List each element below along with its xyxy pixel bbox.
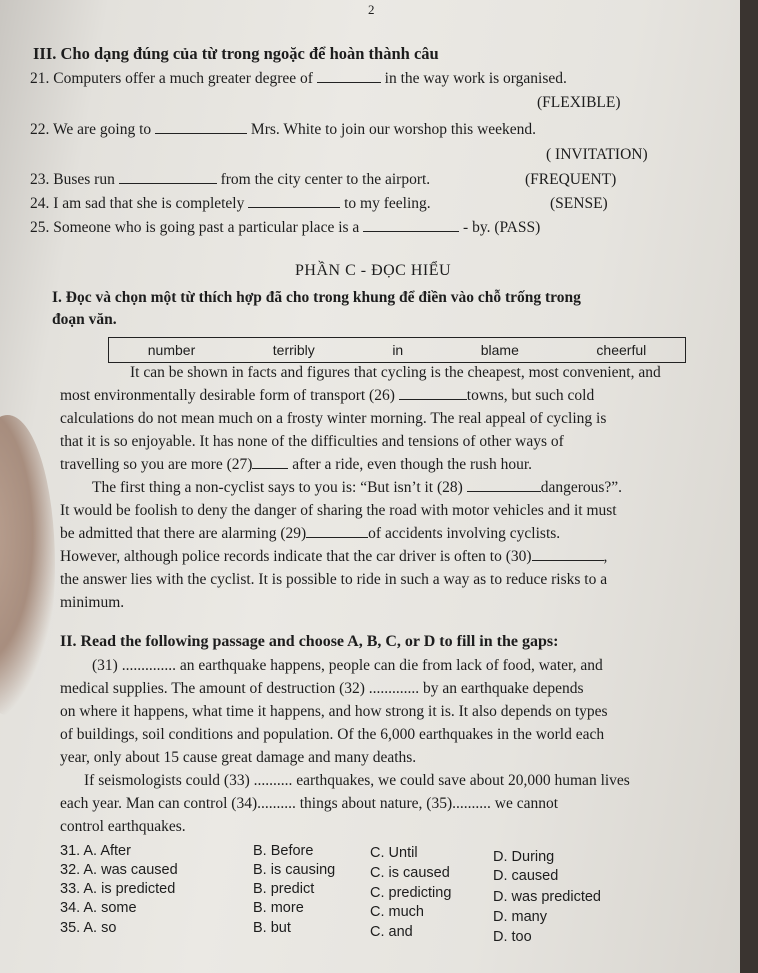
word-box-item: in xyxy=(392,342,404,358)
option-d[interactable]: D. too xyxy=(493,929,532,945)
gap-35[interactable]: .......... xyxy=(452,795,491,812)
option-c[interactable]: C. is caused xyxy=(370,865,450,881)
passage1-line: minimum. xyxy=(60,594,125,611)
part-c-title: PHẦN C - ĐỌC HIỂU xyxy=(295,262,452,279)
blank-22[interactable] xyxy=(155,121,247,134)
passage1-line: the answer lies with the cyclist. It is possible to ride in such a way as to reduce risks to a xyxy=(60,571,608,588)
blank-29[interactable] xyxy=(306,525,368,538)
question-22: 22. We are going to Mrs. White to join our worshop this weekend. xyxy=(30,121,537,138)
passage2-line: on where it happens, what time it happens, and how strong it is. It also depends on types xyxy=(60,703,608,720)
option-d[interactable]: D. many xyxy=(493,909,547,925)
question-21: 21. Computers offer a much greater degree of in the way work is organised. xyxy=(30,70,567,87)
passage2-line: control earthquakes. xyxy=(60,818,186,835)
gap-32[interactable]: ............. xyxy=(368,680,420,697)
blank-25[interactable] xyxy=(363,219,459,232)
blank-26[interactable] xyxy=(399,387,467,400)
section3-heading: III. Cho dạng đúng của từ trong ngoặc để hoàn thành câu xyxy=(33,44,439,63)
option-b[interactable]: B. predict xyxy=(253,881,315,897)
option-c[interactable]: C. much xyxy=(370,904,424,920)
option-a[interactable]: 33. A. is predicted xyxy=(60,881,176,897)
passage2-line: each year. Man can control (34).......... things about nature, (35).......... we cannot xyxy=(60,795,559,812)
blank-23[interactable] xyxy=(119,171,217,184)
option-a[interactable]: 32. A. was caused xyxy=(60,862,178,878)
gap-34[interactable]: .......... xyxy=(257,795,296,812)
passage1-line: However, although police records indicate that the car driver is often to (30) , xyxy=(60,548,608,565)
question-24: 24. I am sad that she is completely to my feeling. xyxy=(30,195,431,212)
option-b[interactable]: B. but xyxy=(253,920,291,936)
passage2-line: If seismologists could (33) .......... earthquakes, we could save about 20,000 human lives xyxy=(84,772,630,789)
passage2-line: medical supplies. The amount of destruction (32) ............. by an earthquake depends xyxy=(60,680,584,697)
hint-22: ( INVITATION) xyxy=(546,146,648,163)
option-c[interactable]: C. predicting xyxy=(370,885,452,901)
blank-21[interactable] xyxy=(317,70,381,83)
hint-23: (FREQUENT) xyxy=(525,171,617,188)
passage2-line: (31) .............. an earthquake happens, people can die from lack of food, water, and xyxy=(92,657,603,674)
option-c[interactable]: C. and xyxy=(370,924,413,940)
question-23: 23. Buses run from the city center to the airport. xyxy=(30,171,431,188)
passage1-line: It can be shown in facts and figures that cycling is the cheapest, most convenient, and xyxy=(130,364,661,381)
part-c-instruction-line1: I. Đọc và chọn một từ thích hợp đã cho trong khung để điền vào chỗ trống trong xyxy=(52,289,581,306)
option-a[interactable]: 31. A. After xyxy=(60,843,131,859)
blank-28[interactable] xyxy=(467,479,541,492)
option-b[interactable]: B. more xyxy=(253,900,304,916)
word-box-item: blame xyxy=(480,342,519,358)
word-box-item: terribly xyxy=(272,342,315,358)
option-d[interactable]: D. caused xyxy=(493,868,559,884)
passage1-line: calculations do not mean much on a frosty winter morning. The real appeal of cycling is xyxy=(60,410,607,427)
word-box xyxy=(108,337,686,363)
option-a[interactable]: 34. A. some xyxy=(60,900,137,916)
blank-24[interactable] xyxy=(248,195,340,208)
option-a[interactable]: 35. A. so xyxy=(60,920,117,936)
passage1-line: It would be foolish to deny the danger of sharing the road with motor vehicles and it must xyxy=(60,502,617,519)
gap-33[interactable]: .......... xyxy=(253,772,293,789)
blank-30[interactable] xyxy=(532,548,604,561)
word-box-item: number xyxy=(147,342,196,358)
gap-31[interactable]: .............. xyxy=(121,657,176,674)
question-25: 25. Someone who is going past a particular place is a - by. (PASS) xyxy=(30,219,541,236)
passage1-line: be admitted that there are alarming (29) of accidents involving cyclists. xyxy=(60,525,561,542)
page-number: 2 xyxy=(368,2,375,17)
part-c-instruction-line2: đoạn văn. xyxy=(52,311,117,328)
passage1-line: travelling so you are more (27) after a ride, even though the rush hour. xyxy=(60,456,533,473)
passage1-line: most environmentally desirable form of transport (26) towns, but such cold xyxy=(60,387,595,404)
option-b[interactable]: B. Before xyxy=(253,843,314,859)
option-d[interactable]: D. was predicted xyxy=(493,889,601,905)
blank-27[interactable] xyxy=(252,456,288,469)
passage1-line: The first thing a non-cyclist says to you is: “But isn’t it (28) dangerous?”. xyxy=(92,479,623,496)
passage2-line: year, only about 15 cause great damage and many deaths. xyxy=(60,749,417,766)
hint-21: (FLEXIBLE) xyxy=(537,94,621,111)
section2-heading: II. Read the following passage and choose A, B, C, or D to fill in the gaps: xyxy=(60,633,559,650)
passage1-line: that it is so enjoyable. It has none of the difficulties and tensions of other ways of xyxy=(60,433,564,450)
option-b[interactable]: B. is causing xyxy=(253,862,336,878)
passage2-line: of buildings, soil conditions and population. Of the 6,000 earthquakes in the world each xyxy=(60,726,605,743)
word-box-item: cheerful xyxy=(596,342,647,358)
option-d[interactable]: D. During xyxy=(493,849,555,865)
option-c[interactable]: C. Until xyxy=(370,845,418,861)
finger-shadow xyxy=(0,415,55,715)
hint-24: (SENSE) xyxy=(550,195,608,212)
